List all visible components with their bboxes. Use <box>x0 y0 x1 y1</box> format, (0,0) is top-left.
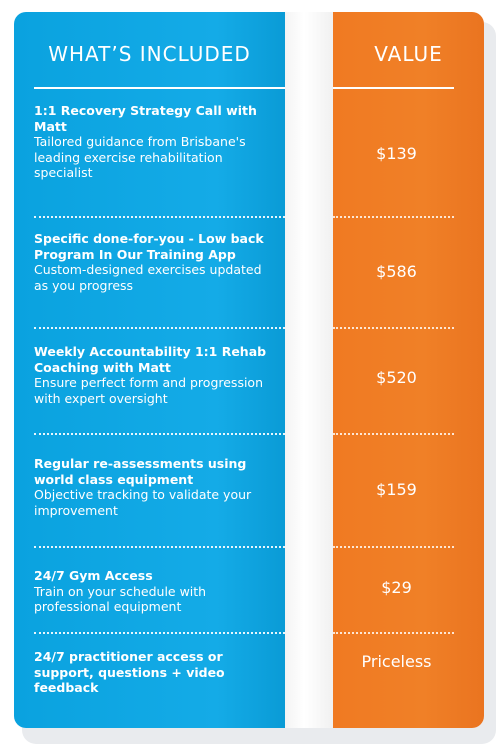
item-title: 24/7 Gym Access <box>34 568 153 583</box>
value-header-rule <box>333 87 454 89</box>
row-divider <box>34 327 285 329</box>
included-header-rule <box>34 87 285 89</box>
included-item <box>34 456 279 518</box>
item-value: $29 <box>381 578 412 597</box>
row-divider <box>34 632 285 634</box>
item-value: $586 <box>376 262 417 281</box>
included-header: WHAT’S INCLUDED <box>48 42 251 66</box>
included-item <box>34 568 279 615</box>
row-divider <box>34 216 285 218</box>
row-divider <box>34 433 285 435</box>
row-divider <box>34 546 285 548</box>
row-divider <box>333 327 454 329</box>
item-description: Ensure perfect form and progression with expert oversight <box>34 375 263 406</box>
item-title: Regular re-assessments using world class equipment <box>34 456 247 487</box>
pricing-table <box>14 12 484 728</box>
included-item <box>34 103 279 181</box>
row-divider <box>333 546 454 548</box>
included-item <box>34 231 279 293</box>
row-divider <box>333 216 454 218</box>
item-title: Weekly Accountability 1:1 Rehab Coaching with Matt <box>34 344 267 375</box>
column-gap <box>285 12 333 728</box>
item-description: Train on your schedule with professional equipment <box>34 583 207 614</box>
value-header: VALUE <box>374 42 443 66</box>
row-divider <box>333 632 454 634</box>
included-item <box>34 649 279 696</box>
item-title: Specific done-for-you - Low back Program In Our Training App <box>34 231 264 262</box>
item-value: $139 <box>376 144 417 163</box>
row-divider <box>333 433 454 435</box>
included-item <box>34 344 279 406</box>
item-title: 24/7 practitioner access or support, questions + video feedback <box>34 649 225 695</box>
item-value: $520 <box>376 368 417 387</box>
item-description: Objective tracking to validate your improvement <box>34 487 252 518</box>
item-value: $159 <box>376 480 417 499</box>
item-title: 1:1 Recovery Strategy Call with Matt <box>34 103 257 134</box>
item-description: Custom-designed exercises updated as you progress <box>34 262 262 293</box>
item-description: Tailored guidance from Brisbane's leading exercise rehabilitation specialist <box>34 134 246 180</box>
item-value: Priceless <box>361 652 432 671</box>
